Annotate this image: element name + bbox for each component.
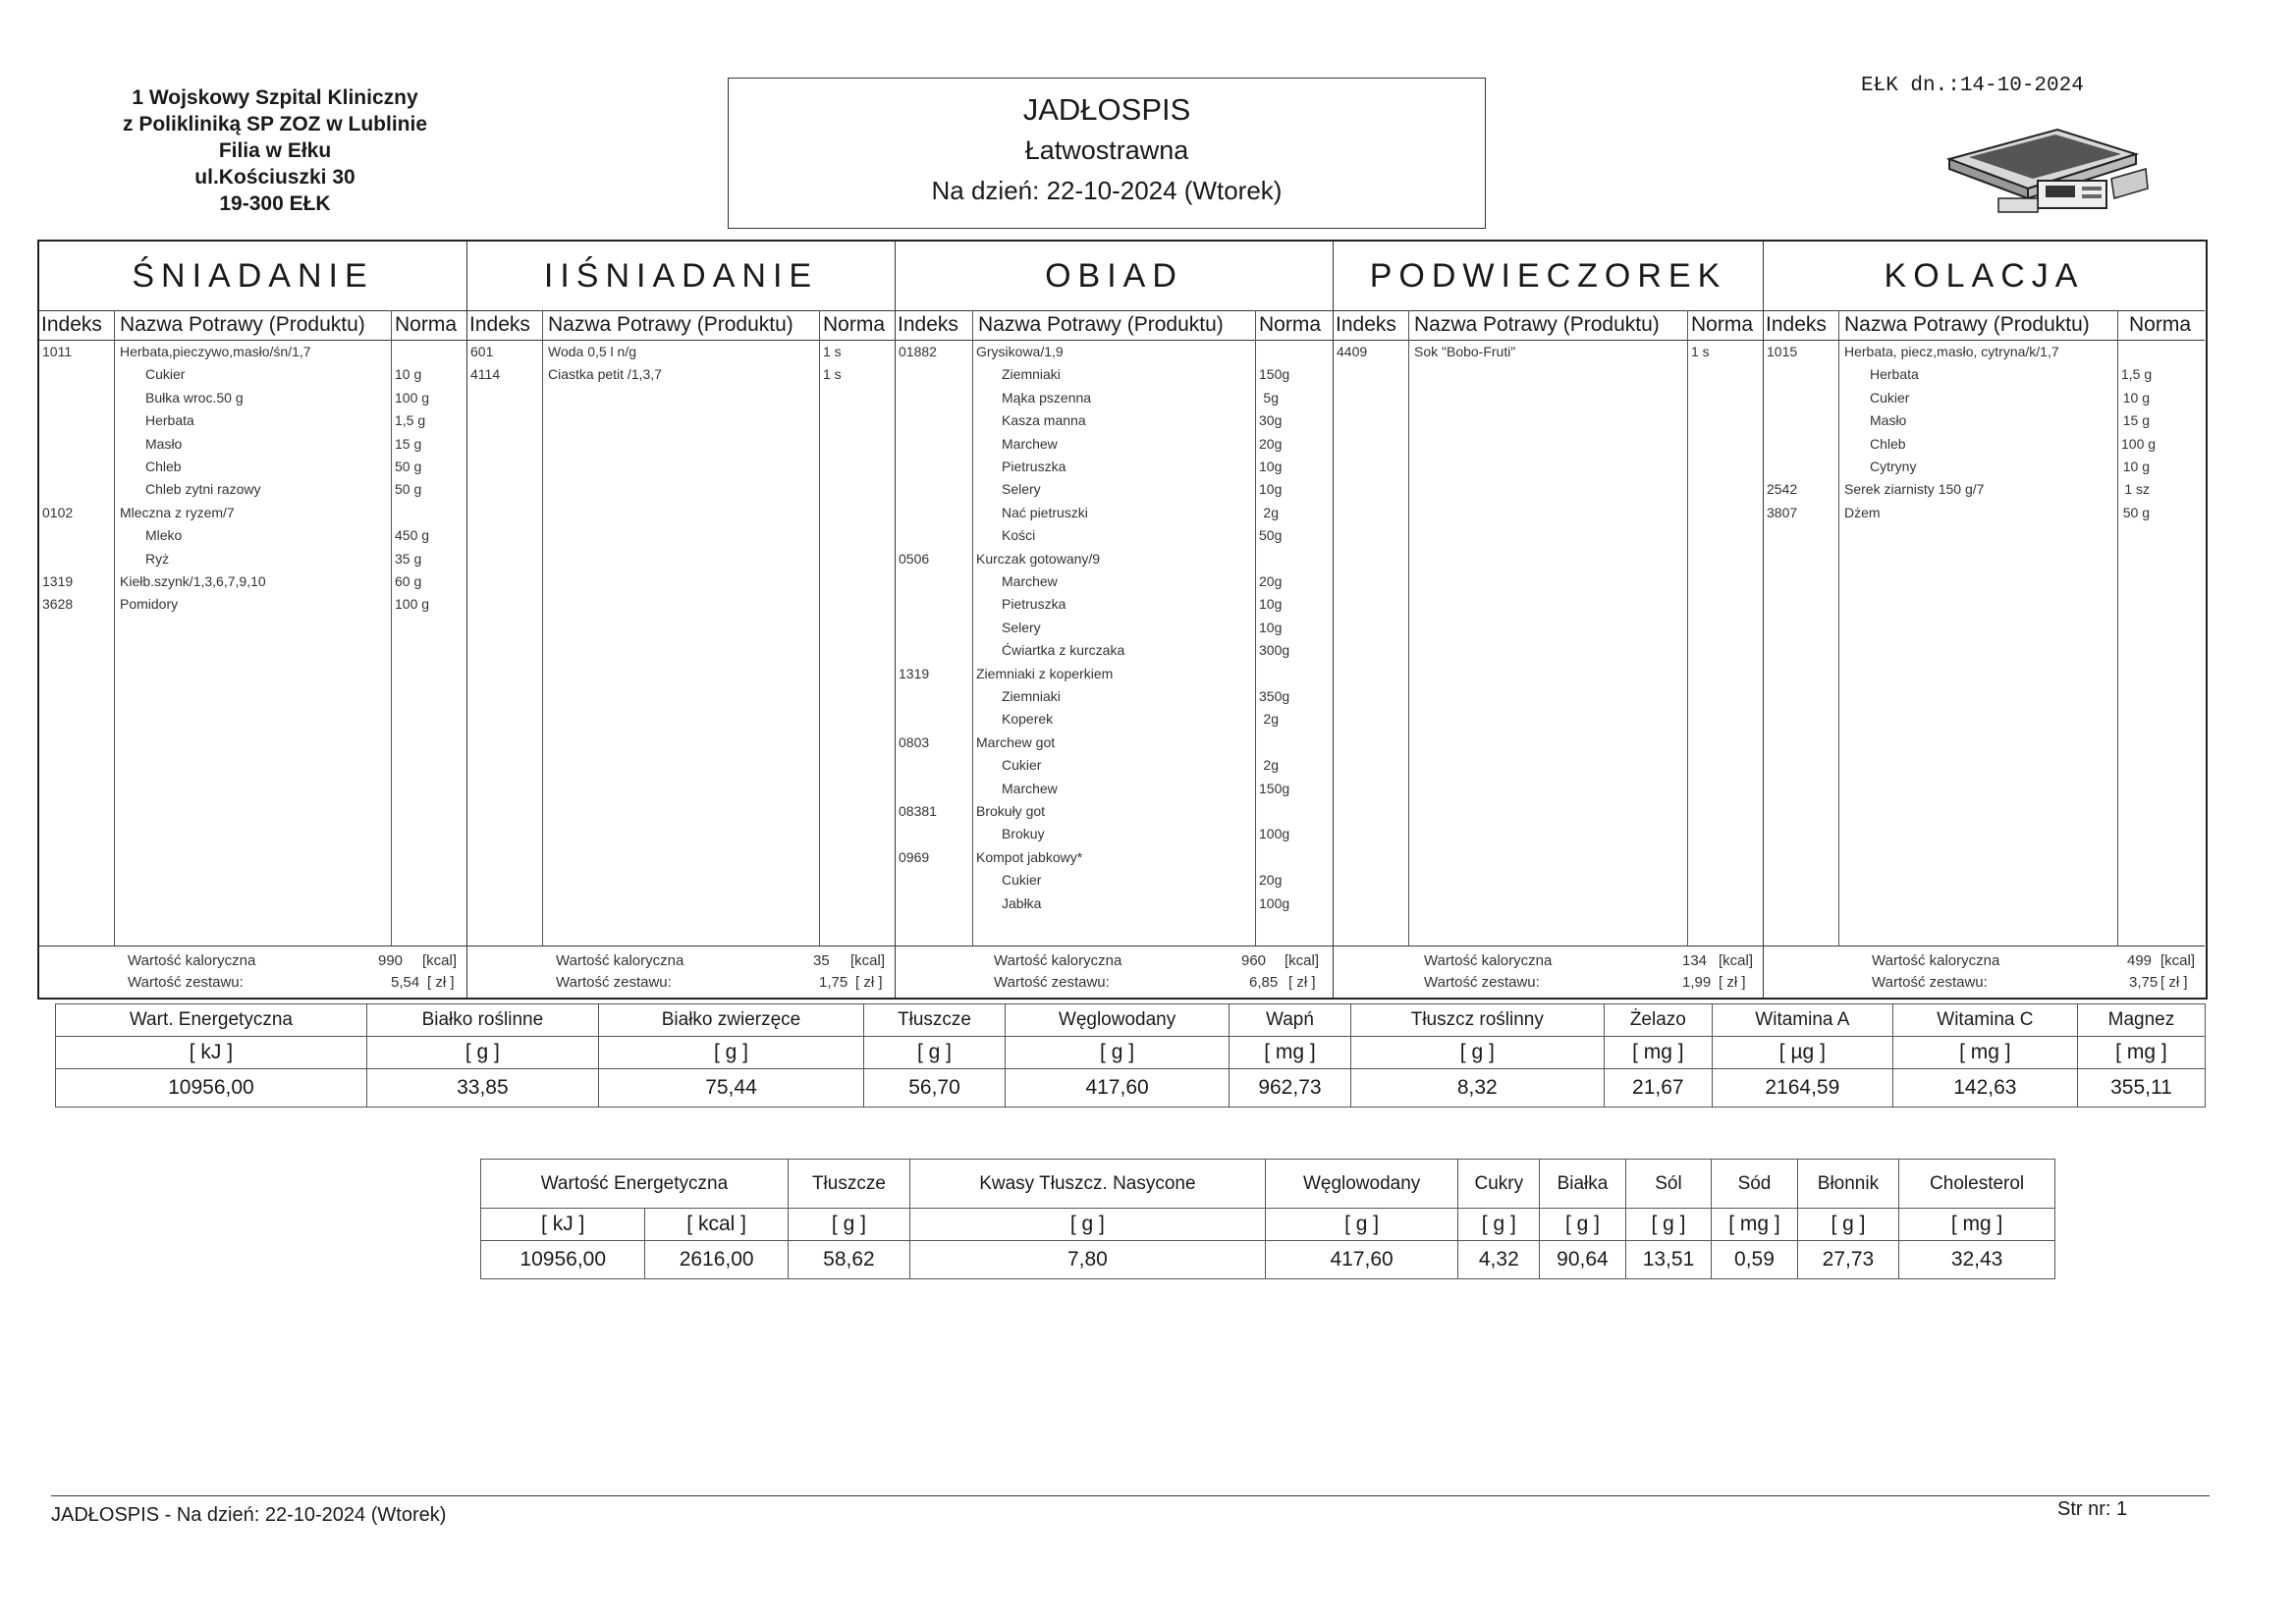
row-norm: 300g	[1259, 642, 1290, 659]
row-name: Ziemniaki	[1002, 366, 1061, 383]
nutrient-unit: [ kJ ]	[481, 1209, 645, 1241]
row-name: Cytryny	[1870, 459, 1917, 474]
nutrition-units	[481, 1209, 2055, 1241]
row-name: Cukier	[1870, 389, 1910, 406]
row-name: Selery	[1002, 481, 1041, 498]
kcal-unit: [kcal]	[422, 952, 458, 969]
column-headers	[896, 310, 1333, 341]
row-norm: 20g	[1259, 435, 1283, 452]
row-index: 08381	[899, 803, 937, 819]
issue-date: EŁK dn.:14-10-2024	[1861, 75, 2084, 97]
row-norm: 10g	[1259, 596, 1283, 613]
row-index: 3807	[1767, 504, 1798, 520]
row-name: Mleko	[145, 527, 183, 544]
nutrition-headers	[56, 1004, 2206, 1037]
nutrient-unit: [ kJ ]	[56, 1037, 367, 1069]
nutrient-header: Cukry	[1458, 1160, 1540, 1209]
col-name: Nazwa Potrawy (Produktu)	[978, 313, 1224, 336]
kcal-value: 35	[813, 952, 830, 969]
nutrient-unit: [ g ]	[1265, 1209, 1458, 1241]
row-name: Pietruszka	[1002, 596, 1066, 613]
kcal-label: Wartość kaloryczna	[994, 952, 1122, 969]
col-index: Indeks	[41, 313, 102, 336]
row-norm: 1,5 g	[2121, 366, 2153, 383]
nutrition-values	[56, 1069, 2206, 1108]
row-norm: 2g	[1263, 711, 1279, 728]
nutrient-value: 32,43	[1899, 1241, 2055, 1279]
row-name: Mąka pszenna	[1002, 389, 1092, 406]
nutrient-unit: [ g ]	[1540, 1209, 1626, 1241]
nutrient-header: Tłuszcz roślinny	[1350, 1004, 1604, 1037]
nutrient-unit: [ µg ]	[1712, 1037, 1892, 1069]
col-norm: Norma	[1259, 313, 1322, 336]
row-name: Cukier	[1002, 757, 1042, 774]
row-name: Kasza manna	[1002, 412, 1086, 429]
row-name: Dżem	[1844, 504, 1881, 520]
meal-summary	[1334, 946, 1763, 998]
cost-value: 5,54	[391, 974, 420, 991]
row-name: Marchew	[1002, 573, 1058, 589]
nutrient-header: Tłuszcze	[864, 1004, 1006, 1037]
nutrient-header: Magnez	[2077, 1004, 2205, 1037]
nutrient-header: Białko zwierzęce	[598, 1004, 863, 1037]
nutrient-value: 2616,00	[645, 1241, 788, 1279]
col-name: Nazwa Potrawy (Produktu)	[548, 313, 793, 336]
page-number: Str nr: 1	[2057, 1498, 2128, 1520]
row-name: Herbata, piecz,masło, cytryna/k/1,7	[1844, 344, 2059, 359]
nutrition-headers	[481, 1160, 2055, 1209]
nutrient-value: 417,60	[1265, 1241, 1458, 1279]
row-name: Ziemniaki	[1002, 688, 1061, 704]
nutrient-value: 58,62	[788, 1241, 909, 1279]
nutrient-header: Węglowodany	[1265, 1160, 1458, 1209]
meal-breakfast	[39, 242, 467, 998]
hospital-line: Filia w Ełku	[218, 139, 332, 162]
row-norm: 10 g	[2122, 459, 2150, 474]
row-norm: 20g	[1259, 573, 1283, 589]
meal-title: ŚNIADANIE	[39, 242, 466, 311]
row-name: Cukier	[1002, 872, 1042, 889]
row-norm: 50 g	[395, 459, 422, 474]
meal-summary	[39, 946, 466, 998]
hospital-line: ul.Kościuszki 30	[194, 166, 355, 189]
nutrition-values	[481, 1241, 2055, 1279]
row-norm: 100 g	[395, 596, 430, 613]
col-norm: Norma	[395, 313, 458, 336]
row-name: Kości	[1002, 527, 1036, 544]
nutrition-table-main	[55, 1003, 2206, 1108]
row-name: Chleb zytni razowy	[145, 481, 261, 498]
nutrient-unit: [ mg ]	[2077, 1037, 2205, 1069]
kcal-label: Wartość kaloryczna	[556, 952, 684, 969]
nutrient-header: Wapń	[1230, 1004, 1351, 1037]
row-index: 1319	[42, 573, 74, 589]
row-norm: 1 s	[1691, 344, 1710, 359]
nutrient-unit: [ g ]	[910, 1209, 1266, 1241]
row-name: Koperek	[1002, 711, 1054, 728]
row-norm: 10 g	[2122, 389, 2150, 406]
row-name: Pomidory	[120, 596, 179, 613]
row-norm: 10g	[1259, 619, 1283, 635]
nutrient-unit: [ g ]	[1350, 1037, 1604, 1069]
row-name: Herbata,pieczywo,masło/śn/1,7	[120, 344, 311, 359]
col-norm: Norma	[2129, 313, 2192, 336]
nutrient-unit: [ mg ]	[1892, 1037, 2077, 1069]
row-name: Kompot jabkowy*	[976, 848, 1083, 865]
nutrient-header: Wart. Energetyczna	[56, 1004, 367, 1037]
cost-value: 6,85	[1249, 974, 1279, 991]
row-norm: 35 g	[395, 550, 422, 567]
row-name: Chleb	[1870, 435, 1906, 452]
nutrient-unit: [ mg ]	[1899, 1209, 2055, 1241]
col-name: Nazwa Potrawy (Produktu)	[1414, 313, 1660, 336]
kcal-unit: [kcal]	[850, 952, 886, 969]
row-name: Kurczak gotowany/9	[976, 550, 1101, 567]
row-name: Grysikowa/1,9	[976, 344, 1064, 359]
nutrient-value: 10956,00	[481, 1241, 645, 1279]
nutrient-unit: [ g ]	[1458, 1209, 1540, 1241]
column-headers	[1334, 310, 1763, 341]
row-norm: 15 g	[2122, 412, 2150, 429]
row-index: 3628	[42, 596, 74, 613]
meal-second-breakfast	[467, 242, 896, 998]
row-norm: 100 g	[2121, 435, 2157, 452]
meal-dinner	[1764, 242, 2205, 998]
row-norm: 350g	[1259, 688, 1290, 704]
row-index: 1011	[42, 344, 73, 359]
cost-label: Wartość zestawu:	[128, 974, 244, 991]
nutrient-unit: [ mg ]	[1604, 1037, 1712, 1069]
row-name: Ćwiartka z kurczaka	[1002, 642, 1125, 659]
meals-table	[37, 240, 2208, 1000]
nutrient-header: Cholesterol	[1899, 1160, 2055, 1209]
nutrient-header: Węglowodany	[1006, 1004, 1230, 1037]
row-name: Nać pietruszki	[1002, 504, 1088, 520]
row-name: Mleczna z ryzem/7	[120, 504, 235, 520]
meal-title: OBIAD	[896, 242, 1333, 311]
nutrient-unit: [ g ]	[1625, 1209, 1712, 1241]
kcal-value: 134	[1682, 952, 1708, 969]
nutrient-header: Błonnik	[1797, 1160, 1899, 1209]
column-headers	[1764, 310, 2205, 341]
row-name: Jabłka	[1002, 894, 1042, 911]
row-norm: 1 s	[823, 366, 842, 383]
nutrient-value: 21,67	[1604, 1069, 1712, 1108]
row-name: Ziemniaki z koperkiem	[976, 665, 1114, 681]
footer-title: JADŁOSPIS - Na dzień: 22-10-2024 (Wtorek)	[51, 1504, 447, 1526]
kcal-value: 990	[378, 952, 404, 969]
row-norm: 30g	[1259, 412, 1283, 429]
menu-date: Na dzień: 22-10-2024 (Wtorek)	[931, 176, 1283, 205]
nutrient-unit: [ g ]	[1006, 1037, 1230, 1069]
cost-unit: [ zł ]	[1288, 974, 1316, 991]
row-norm: 2g	[1263, 757, 1279, 774]
row-name: Ciastka petit /1,3,7	[548, 366, 662, 383]
col-index: Indeks	[1336, 313, 1396, 336]
row-index: 0803	[899, 733, 930, 750]
meal-title: IIŚNIADANIE	[467, 242, 895, 311]
kcal-label: Wartość kaloryczna	[1424, 952, 1553, 969]
row-index: 1319	[899, 665, 930, 681]
row-index: 0969	[899, 848, 930, 865]
meal-title: PODWIECZOREK	[1334, 242, 1763, 311]
row-norm: 10g	[1259, 459, 1283, 474]
footer-divider	[51, 1495, 2210, 1496]
meal-afternoon-snack	[1334, 242, 1764, 998]
row-norm: 150g	[1259, 366, 1290, 383]
nutrient-value: 33,85	[366, 1069, 598, 1108]
row-index: 0102	[42, 504, 74, 520]
nutrient-value: 142,63	[1892, 1069, 2077, 1108]
nutrient-value: 90,64	[1540, 1241, 1626, 1279]
meal-title: KOLACJA	[1764, 242, 2205, 311]
row-index: 0506	[899, 550, 930, 567]
nutrient-value: 10956,00	[56, 1069, 367, 1108]
row-index: 4114	[470, 366, 501, 383]
kcal-value: 499	[2127, 952, 2153, 969]
row-norm: 100g	[1259, 826, 1290, 842]
nutrient-unit: [ g ]	[366, 1037, 598, 1069]
nutrient-header: Wartość Energetyczna	[481, 1160, 789, 1209]
kcal-value: 960	[1241, 952, 1267, 969]
row-name: Ryż	[145, 550, 170, 567]
col-index: Indeks	[898, 313, 958, 336]
row-norm: 5g	[1263, 389, 1279, 406]
nutrient-value: 7,80	[910, 1241, 1266, 1279]
nutrient-header: Białko roślinne	[366, 1004, 598, 1037]
row-name: Masło	[1870, 412, 1907, 429]
nutrient-value: 962,73	[1230, 1069, 1351, 1108]
nutrient-header: Witamina C	[1892, 1004, 2077, 1037]
cost-label: Wartość zestawu:	[1424, 974, 1540, 991]
row-name: Brokuy	[1002, 826, 1045, 842]
row-name: Bułka wroc.50 g	[145, 389, 244, 406]
cost-value: 3,75	[2129, 974, 2159, 991]
col-name: Nazwa Potrawy (Produktu)	[1844, 313, 2090, 336]
meal-summary	[467, 946, 895, 998]
nutrient-header: Sól	[1625, 1160, 1712, 1209]
nutrient-unit: [ kcal ]	[645, 1209, 788, 1241]
kcal-label: Wartość kaloryczna	[128, 952, 256, 969]
hospital-line: 1 Wojskowy Szpital Kliniczny	[132, 86, 418, 109]
row-index: 4409	[1337, 344, 1368, 359]
row-norm: 1 s	[823, 344, 842, 359]
row-name: Chleb	[145, 459, 182, 474]
row-name: Pietruszka	[1002, 459, 1066, 474]
cost-unit: [ zł ]	[1719, 974, 1746, 991]
row-name: Herbata	[145, 412, 194, 429]
nutrient-value: 56,70	[864, 1069, 1006, 1108]
meal-summary	[896, 946, 1333, 998]
cost-label: Wartość zestawu:	[556, 974, 672, 991]
hospital-line: 19-300 EŁK	[219, 192, 331, 215]
nutrient-header: Sód	[1712, 1160, 1797, 1209]
row-norm: 60 g	[395, 573, 422, 589]
nutrient-header: Tłuszcze	[788, 1160, 909, 1209]
cost-value: 1,99	[1682, 974, 1712, 991]
nutrient-value: 355,11	[2077, 1069, 2205, 1108]
row-norm: 1 sz	[2124, 481, 2150, 498]
meal-lunch	[896, 242, 1334, 998]
cost-unit: [ zł ]	[2160, 974, 2188, 991]
row-name: Marchew got	[976, 733, 1056, 750]
nutrient-value: 27,73	[1797, 1241, 1899, 1279]
nutrient-unit: [ mg ]	[1230, 1037, 1351, 1069]
row-norm: 100 g	[395, 389, 430, 406]
row-name: Woda 0,5 l n/g	[548, 344, 637, 359]
nutrient-value: 417,60	[1006, 1069, 1230, 1108]
row-index: 1015	[1767, 344, 1798, 359]
nutrient-unit: [ g ]	[1797, 1209, 1899, 1241]
row-name: Marchew	[1002, 435, 1058, 452]
page-title: JADŁOSPIS	[1022, 92, 1191, 127]
row-name: Selery	[1002, 619, 1041, 635]
nutrient-value: 8,32	[1350, 1069, 1604, 1108]
row-norm: 450 g	[395, 527, 430, 544]
nutrient-header: Białka	[1540, 1160, 1626, 1209]
nutrient-unit: [ mg ]	[1712, 1209, 1797, 1241]
column-headers	[467, 310, 895, 341]
col-index: Indeks	[469, 313, 530, 336]
row-norm: 50 g	[2122, 504, 2150, 520]
kcal-unit: [kcal]	[1285, 952, 1320, 969]
col-name: Nazwa Potrawy (Produktu)	[120, 313, 365, 336]
kcal-label: Wartość kaloryczna	[1872, 952, 2000, 969]
diet-name: Łatwostrawna	[1024, 135, 1189, 165]
kcal-unit: [kcal]	[2160, 952, 2196, 969]
row-norm: 50g	[1259, 527, 1283, 544]
row-norm: 2g	[1263, 504, 1279, 520]
row-name: Serek ziarnisty 150 g/7	[1844, 481, 1985, 498]
nutrient-unit: [ g ]	[788, 1209, 909, 1241]
nutrient-header: Żelazo	[1604, 1004, 1712, 1037]
row-name: Brokuły got	[976, 803, 1046, 819]
row-norm: 150g	[1259, 780, 1290, 796]
col-norm: Norma	[1691, 313, 1754, 336]
cost-unit: [ zł ]	[427, 974, 455, 991]
nutrition-units	[56, 1037, 2206, 1069]
nutrient-value: 13,51	[1625, 1241, 1712, 1279]
row-norm: 20g	[1259, 872, 1283, 889]
row-norm: 1,5 g	[395, 412, 426, 429]
row-name: Sok "Bobo-Fruti"	[1414, 344, 1516, 359]
row-index: 2542	[1767, 481, 1798, 498]
row-name: Marchew	[1002, 780, 1058, 796]
col-norm: Norma	[823, 313, 886, 336]
title-box	[728, 78, 1486, 229]
nutrient-header: Kwasy Tłuszcz. Nasycone	[910, 1160, 1266, 1209]
column-headers	[39, 310, 466, 341]
row-name: Herbata	[1870, 366, 1919, 383]
cost-value: 1,75	[819, 974, 848, 991]
row-norm: 100g	[1259, 894, 1290, 911]
hospital-address	[88, 84, 462, 217]
nutrient-value: 4,32	[1458, 1241, 1540, 1279]
row-norm: 10 g	[395, 366, 422, 383]
col-index: Indeks	[1766, 313, 1827, 336]
nutrition-table-label	[480, 1159, 2055, 1279]
meal-summary	[1764, 946, 2205, 998]
row-name: Masło	[145, 435, 183, 452]
kcal-unit: [kcal]	[1719, 952, 1754, 969]
cost-label: Wartość zestawu:	[994, 974, 1110, 991]
cost-unit: [ zł ]	[855, 974, 883, 991]
row-norm: 10g	[1259, 481, 1283, 498]
row-name: Kiełb.szynk/1,3,6,7,9,10	[120, 573, 266, 589]
hospital-line: z Polikliniką SP ZOZ w Lublinie	[123, 113, 427, 135]
nutrient-header: Witamina A	[1712, 1004, 1892, 1037]
book-computer-icon	[1940, 120, 2156, 218]
nutrient-value: 2164,59	[1712, 1069, 1892, 1108]
row-norm: 15 g	[395, 435, 422, 452]
row-norm: 50 g	[395, 481, 422, 498]
nutrient-unit: [ g ]	[864, 1037, 1006, 1069]
cost-label: Wartość zestawu:	[1872, 974, 1988, 991]
nutrient-value: 0,59	[1712, 1241, 1797, 1279]
row-name: Cukier	[145, 366, 186, 383]
nutrient-unit: [ g ]	[598, 1037, 863, 1069]
nutrient-value: 75,44	[598, 1069, 863, 1108]
row-index: 01882	[899, 344, 937, 359]
row-index: 601	[470, 344, 494, 359]
